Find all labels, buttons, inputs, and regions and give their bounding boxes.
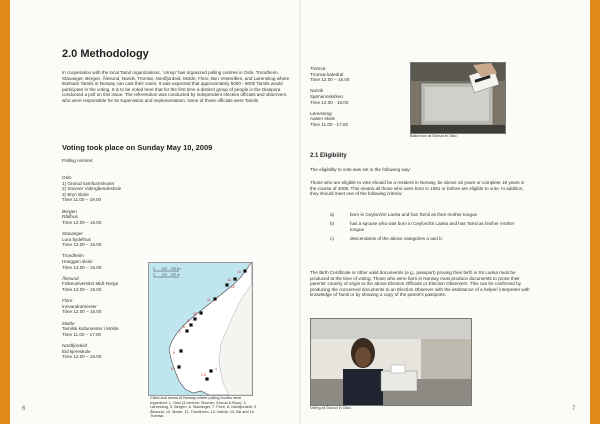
page-number-left: 6 bbox=[22, 406, 26, 412]
scale-label-4: 100 bbox=[162, 272, 168, 277]
left-centre-line-4-1: Time 12.00 – 16.00 bbox=[62, 287, 102, 292]
left-centre-line-1-1: Time 12.00 – 16.00 bbox=[62, 219, 102, 225]
map-number-3: 11 bbox=[207, 298, 211, 302]
eligibility-para1: Those who are eligible to vote should be a resident in Norway, be above 18 years or complete 18 years in the course of 2009. This means all those who were born in 1991 or before are eligible to vote. In addition, they should meet one of the following criteria: bbox=[310, 180, 525, 197]
map-marker-2 bbox=[225, 283, 228, 286]
left-centre-line-6-0: Tamilsk kultursenter i Molde bbox=[62, 326, 119, 332]
map-marker-3 bbox=[213, 297, 216, 300]
right-centre-line-0-0: Tromsø katedral bbox=[310, 71, 344, 77]
map-marker-6 bbox=[189, 323, 192, 326]
left-centre-line-3-1: Time 12.00 – 16.00 bbox=[62, 264, 102, 270]
map-number-11: 4 bbox=[215, 367, 217, 371]
voter-photo bbox=[310, 318, 472, 406]
map-number-9: 5 bbox=[171, 367, 173, 371]
left-centre-line-7-0: Eid kjereskole bbox=[62, 348, 91, 354]
map-caption: Cities and towns of Norway where polling booths were organized: 1. Oslo (3 centres: Stovner, Grorud & Bryn), 4. Lørenskog, 5. Bergen, 6. Stavanger, 7. Flore, 8. Nordfjordeid, 9. Ålesund, 10. Molde, 11. Trondheim, 12. Narvik, 13. Bø and 14. Tromsø. bbox=[150, 396, 258, 419]
left-centre-line-0-2: 3) Bryn skole bbox=[62, 191, 89, 197]
scale-label-0: 0 bbox=[153, 266, 155, 271]
left-centre-city-7: Nordfjordeid bbox=[62, 343, 88, 348]
right-centre-city-2: Lørenskog bbox=[310, 110, 332, 116]
map-marker-7 bbox=[185, 329, 188, 332]
right-centre-line-1-0: Sjømannskirken bbox=[310, 94, 343, 99]
left-centre-city-0: Oslo bbox=[62, 175, 72, 180]
criterion-label-1: b) bbox=[330, 221, 335, 226]
map-number-5: 9 bbox=[187, 319, 189, 323]
map-marker-5 bbox=[193, 317, 196, 320]
criterion-text-0: born in Ceylon/Sri Lanka and has Tamil as their mother tongue bbox=[350, 212, 478, 217]
methodology-intro: In cooperation with the local Tamil organizations, `Umop' has organized polling centres in Oslo, Trondheim, Stavanger, Bergen, Ålesund, Narvik, Tromsø, Nordfjordeid, Molde, Flore, Bø i Vesterålen, and Lørenskog where 8sehaim Tamils in Norway can cast their votes. It was expected that approximately 5000 - 8000 Tamils would participate in the voting. It is to be noted here that for the first time a distinct group of people in the Diaspora conducted a poll on this issue. The referendum was conducted by independent election officials and observers, who were responsible for its supervision and implementation. None of these officials were Tamils. bbox=[62, 70, 290, 103]
map-number-6: 8 bbox=[183, 325, 185, 329]
map-marker-1 bbox=[233, 277, 236, 280]
scale-label-5: 200 mi bbox=[171, 272, 181, 277]
map-marker-0 bbox=[243, 269, 246, 272]
left-centre-city-3: Trondheim bbox=[62, 253, 84, 259]
eligibility-heading: 2.1 Eligibility bbox=[310, 153, 347, 159]
scale-label-3: 0 bbox=[153, 272, 155, 277]
right-centre-city-1: Narvik bbox=[310, 88, 324, 94]
left-centre-line-3-0: Hoeggen skole bbox=[62, 259, 93, 264]
map-number-4: 10 bbox=[193, 312, 197, 316]
left-centre-city-6: Molde bbox=[62, 320, 75, 326]
criterion-text-2: descendants of the above categories a and b. bbox=[350, 236, 443, 241]
norway-map-graphic bbox=[149, 263, 252, 395]
left-centre-city-2: Stavanger bbox=[62, 231, 83, 236]
map-number-7: 7 bbox=[179, 331, 181, 335]
left-centre-city-1: Bergen bbox=[62, 208, 77, 214]
right-centre-line-2-0: Aasen skole bbox=[310, 116, 336, 122]
left-centre-city-4: Ålesund bbox=[62, 275, 79, 281]
left-centre-line-7-1: Time 12.00 – 16.00 bbox=[62, 354, 102, 360]
left-centre-line-2-1: Time 12.00 – 16.00 bbox=[62, 242, 102, 248]
eligibility-intro: The eligibility to vote was set in the following way: bbox=[310, 167, 411, 172]
map-marker-10 bbox=[205, 377, 208, 380]
scale-label-2: 200 km bbox=[171, 266, 181, 271]
criterion-label-2: c) bbox=[330, 236, 334, 241]
left-centre-line-5-0: Innvandrarsenter bbox=[62, 303, 97, 309]
map-number-10: 1-3 bbox=[201, 373, 206, 377]
criterion-text-1: has a spouse who was born in Ceylon/Sri Lanka and has Tamil as his/her mother tongue bbox=[350, 221, 515, 232]
left-centre-line-4-0: Folkeuniversitet Midt-Norge bbox=[62, 281, 119, 287]
page-gutter bbox=[299, 0, 301, 424]
ballot-box-photo bbox=[410, 62, 506, 134]
criterion-label-0: a) bbox=[330, 212, 335, 217]
ballot-box-caption: Ballot box at Grorud in Oslo. bbox=[410, 134, 458, 138]
map-number-1: 13 bbox=[227, 278, 231, 282]
scale-label-1: 100 bbox=[162, 266, 168, 271]
left-centre-line-0-0: 1) Grorud samfunnshuset bbox=[62, 180, 115, 186]
right-centre-city-0: Tromsø bbox=[310, 66, 326, 71]
left-page-band bbox=[0, 0, 10, 424]
map-number-2: 12 bbox=[231, 285, 235, 289]
map-marker-11 bbox=[209, 369, 212, 372]
right-centre-line-0-1: Time 12.00 – 16.00 bbox=[310, 77, 350, 83]
left-centre-line-5-1: Time 12.00 – 16.00 bbox=[62, 309, 102, 315]
map-marker-9 bbox=[177, 365, 180, 368]
left-centre-line-0-1: 2) Stovner Vidergåendeskole bbox=[62, 186, 122, 192]
right-page-band bbox=[590, 0, 600, 424]
left-centre-line-0-3: Time 11.00 – 19.00 bbox=[62, 197, 102, 203]
page-number-right: 7 bbox=[572, 406, 576, 412]
polling-label: Polling centres: bbox=[62, 158, 94, 163]
right-centre-line-1-1: Time 12.00 - 16.00 bbox=[310, 99, 349, 105]
scale-bar bbox=[153, 267, 181, 278]
left-centre-line-6-1: Time 11.00 – 17.00 bbox=[62, 331, 102, 337]
methodology-heading: 2.0 Methodology bbox=[62, 48, 149, 60]
map-marker-4 bbox=[199, 311, 202, 314]
left-centre-city-5: Flore bbox=[62, 298, 73, 304]
left-centre-line-1-0: Rådhus bbox=[62, 214, 78, 220]
map-marker-8 bbox=[179, 349, 182, 352]
voting-heading: Voting took place on Sunday May 10, 2009 bbox=[62, 143, 213, 152]
voter-photo-caption: Voting at Grorud in Oslo. bbox=[310, 406, 352, 410]
left-centre-line-2-0: Lura bydelhus bbox=[62, 236, 91, 242]
map-number-8: 6 bbox=[173, 351, 175, 355]
right-centre-line-2-1: Time 11.00 - 17.00 bbox=[310, 122, 349, 127]
norway-map bbox=[148, 262, 253, 396]
eligibility-para2: The Birth Certificate or other valid document/s (e.g., passport) proving their birth in Sri Lanka must be produced at the time of voting. Those who were born in Norway must produce documents to prove their parents' country of origin to the above Election Officials or Election Observers. This can be confirmed by producing the concerned documents to an Election Observer with the assistance of a helper/ interpreter with knowledge of Tamil or by showing a copy of the parent's passports. bbox=[310, 270, 530, 298]
map-number-0: 14 bbox=[237, 270, 241, 274]
